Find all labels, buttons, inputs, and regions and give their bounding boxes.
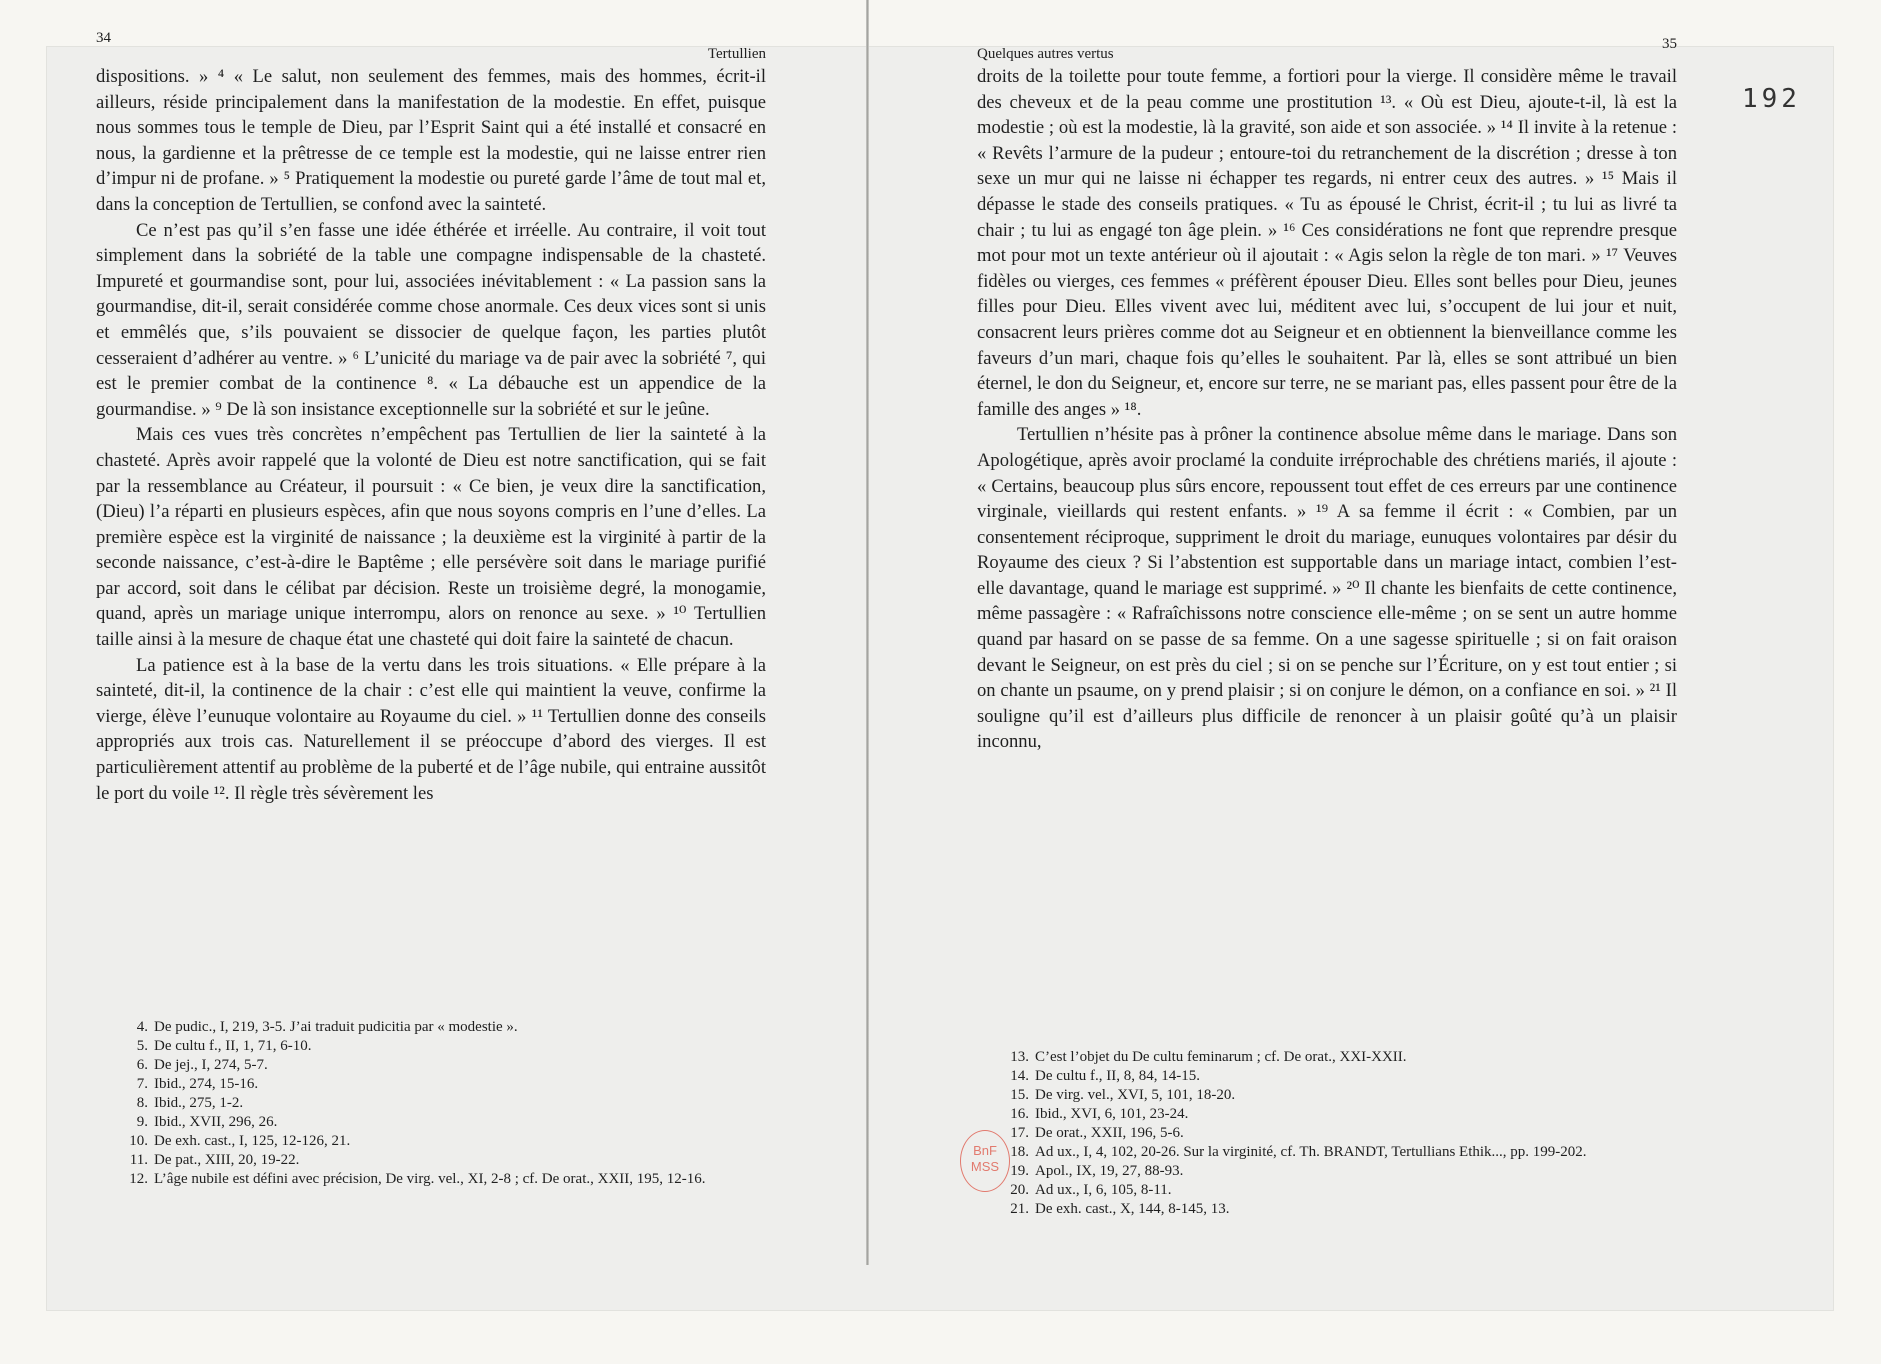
book-gutter xyxy=(866,0,869,1265)
right-body-text xyxy=(977,64,1677,755)
right-page-header xyxy=(977,30,1677,64)
paragraph: Ce n’est pas qu’il s’en fasse une idée éthérée et irréelle. Au contraire, il voit tout simplement dans la sobriété de la table une compagne indispensable de la chasteté. Impureté et gourmandise sont, pour lui, associées inévitablement : « La passion sans la gourmandise, dit-il, serait considérée comme chose anormale. Ces deux vices sont si unis et emmêlés que, s’ils pouvaient se dissocier de quelque façon, les parties plutôt cesseraient d’adhérer au ventre. » ⁶ L’unicité du mariage va de pair avec la sobriété ⁷, qui est le premier combat de la continence ⁸. « La débauche est un appendice de la gourmandise. » ⁹ De là son insistance exceptionnelle sur la sobriété et sur le jeûne. xyxy=(96,219,766,420)
footnote: 9. Ibid., XVII, 296, 26. xyxy=(136,1114,278,1130)
footnote: 13. C’est l’objet du De cultu feminarum ; cf. De orat., XXI-XXII. xyxy=(1010,1049,1407,1065)
footnote: 20. Ad ux., I, 6, 105, 8-11. xyxy=(1010,1182,1172,1198)
footnote: 19. Apol., IX, 19, 27, 88-93. xyxy=(1010,1163,1184,1179)
left-page xyxy=(96,30,766,1187)
paragraph: dispositions. » ⁴ « Le salut, non seulement des femmes, mais des hommes, écrit-il ailleurs, réside principalement dans la manifestation de la modestie. En effet, puisque nous sommes tous le temple de Dieu, par l’Esprit Saint qui a été installé et consacré en nous, la gardienne et la prêtresse de ce temple est la modestie, qui ne laisse entrer rien d’impur ni de profane. » ⁵ Pratiquement la modestie ou pureté garde l’âme de tout mal et, dans la conception de Tertullien, se confond avec la sainteté. xyxy=(96,66,766,215)
paragraph: La patience est à la base de la vertu dans les trois situations. « Elle prépare à la sainteté, dit-il, la continence de la chair : c’est elle qui maintient la veuve, confirme la vierge, élève l’eunuque volontaire au Royaume du ciel. » ¹¹ Tertullien donne des conseils appropriés aux trois cas. Naturellement il se préoccupe d’abord des vierges. Il est particulièrement attentif au problème de la puberté et de l’âge nubile, qui entraine aussitôt le port du voile ¹². Il règle très sévèrement les xyxy=(96,654,766,804)
left-page-header xyxy=(96,30,766,64)
footnote: 10. De exh. cast., I, 125, 12-126, 21. xyxy=(129,1133,351,1149)
bnf-library-stamp: BnF MSS xyxy=(960,1130,1010,1192)
footnote: 11. De pat., XIII, 20, 19-22. xyxy=(129,1152,300,1168)
running-head: Quelques autres vertus xyxy=(977,46,1114,62)
footnotes xyxy=(96,1018,766,1189)
page-number: 34 xyxy=(96,30,111,46)
footnote: 6. De jej., I, 274, 5-7. xyxy=(136,1057,268,1073)
paragraph: Mais ces vues très concrètes n’empêchent pas Tertullien de lier la sainteté à la chasteté. Après avoir rappelé que la volonté de Dieu est notre sanctification, qui se fait par la ressemblance au Créateur, il poursuit : « Ce bien, je veux dire la sanctification, (Dieu) l’a réparti en plusieurs espèces, afin que nous soyons compris en l’une d’elles. La première espèce est la virginité de naissance ; la deuxième est la virginité à partir de la seconde naissance, c’est-à-dire le Baptême ; elle persévère soit dans le mariage purifié par accord, soit dans le célibat par décision. Reste un troisième degré, la monogamie, quand, après un mariage unique interrompu, alors on renonce au sexe. » ¹⁰ Tertullien taille ainsi à la mesure de chaque état une chasteté qui doit faire la sainteté de chacun. xyxy=(96,424,766,651)
footnote: 14. De cultu f., II, 8, 84, 14-15. xyxy=(1010,1068,1200,1084)
footnotes xyxy=(977,1048,1677,1219)
footnote: 8. Ibid., 275, 1-2. xyxy=(136,1095,244,1111)
footnote: 16. Ibid., XVI, 6, 101, 23-24. xyxy=(1010,1106,1189,1122)
running-head: Tertullien xyxy=(707,46,766,62)
folio-stamp: 192 xyxy=(1742,84,1801,114)
page-number: 35 xyxy=(1662,36,1677,52)
footnote: 17. De orat., XXII, 196, 5-6. xyxy=(1010,1125,1184,1141)
footnote: 12. L’âge nubile est défini avec précision, De virg. vel., XI, 2-8 ; cf. De orat., XXII, 195, 12-16. xyxy=(129,1171,706,1187)
footnote: 5. De cultu f., II, 1, 71, 6-10. xyxy=(136,1038,312,1054)
footnote: 15. De virg. vel., XVI, 5, 101, 18-20. xyxy=(1010,1087,1236,1103)
paragraph: Tertullien n’hésite pas à prôner la continence absolue même dans le mariage. Dans son Apologétique, après avoir proclamé la conduite irréprochable des chrétiens mariés, il ajoute : « Certains, beaucoup plus sûrs encore, repoussent tout effet de ces erreurs par une continence virginale, vieillards qui restent enfants. » ¹⁹ A sa femme il écrit : « Combien, par un consentement réciproque, suppriment le droit du mariage, eunuques volontaires par désir du Royaume des cieux ? Si l’abstention est supportable dans un mariage intact, combien l’est-elle davantage, quand le mariage est supprimé. » ²⁰ Il chante les bienfaits de cette continence, même passagère : « Rafraîchissons notre conscience elle-même ; on se sent un autre homme quand par hasard on se passe de sa femme. On a une sagesse spirituelle ; si on fait oraison devant le Seigneur, on est près du ciel ; si on se penche sur l’Écriture, on y est tout entier ; si on chante un psaume, on y prend plaisir ; si on conjure le démon, on a confiance en soi. » ²¹ Il souligne qu’il est d’ailleurs plus difficile de renoncer à un plaisir goûté qu’à un plaisir inconnu, xyxy=(977,424,1677,753)
footnote: 18. Ad ux., I, 4, 102, 20-26. Sur la virginité, cf. Th. BRANDT, Tertullians Ethik..., pp. 199-202. xyxy=(1010,1144,1587,1160)
paragraph: droits de la toilette pour toute femme, a fortiori pour la vierge. Il considère même le travail des cheveux et de la peau comme une prostitution ¹³. « Où est Dieu, ajoute-t-il, là est la modestie ; où est la modestie, là la gravité, son aide et son associée. » ¹⁴ Il invite à la retenue : « Revêts l’armure de la pudeur ; entoure-toi du retranchement de la discrétion ; dresse à ton sexe un mur qui ne laisse ni échapper tes regards, ni entrer ceux des autres. » ¹⁵ Mais il dépasse le stade des conseils pratiques. « Tu as épousé le Christ, écrit-il ; tu lui as livré ta chair ; tu lui as engagé ton âge plein. » ¹⁶ Ces considérations ne font que reprendre presque mot pour mot un texte antérieur où il ajoutait : « Agis selon la règle de ton mari. » ¹⁷ Veuves fidèles ou vierges, ces femmes « préfèrent épouser Dieu. Elles sont belles pour Dieu, jeunes filles pour Dieu. Elles vivent avec lui, méditent avec lui, s’occupent de lui jour et nuit, consacrent leurs prières comme dot au Seigneur et en obtiennent la bienveillance comme les faveurs d’un mari, chaque fois qu’elles le souhaitent. Par là, elles se sont attribué un bien éternel, le don du Seigneur, et, encore sur terre, ne se mariant pas, elles passent pour être de la famille des anges » ¹⁸. xyxy=(977,66,1677,420)
footnote: 7. Ibid., 274, 15-16. xyxy=(136,1076,259,1092)
left-body-text xyxy=(96,64,766,806)
footnote: 4. De pudic., I, 219, 3-5. J’ai traduit pudicitia par « modestie ». xyxy=(136,1019,518,1035)
footnote: 21. De exh. cast., X, 144, 8-145, 13. xyxy=(1010,1201,1230,1217)
